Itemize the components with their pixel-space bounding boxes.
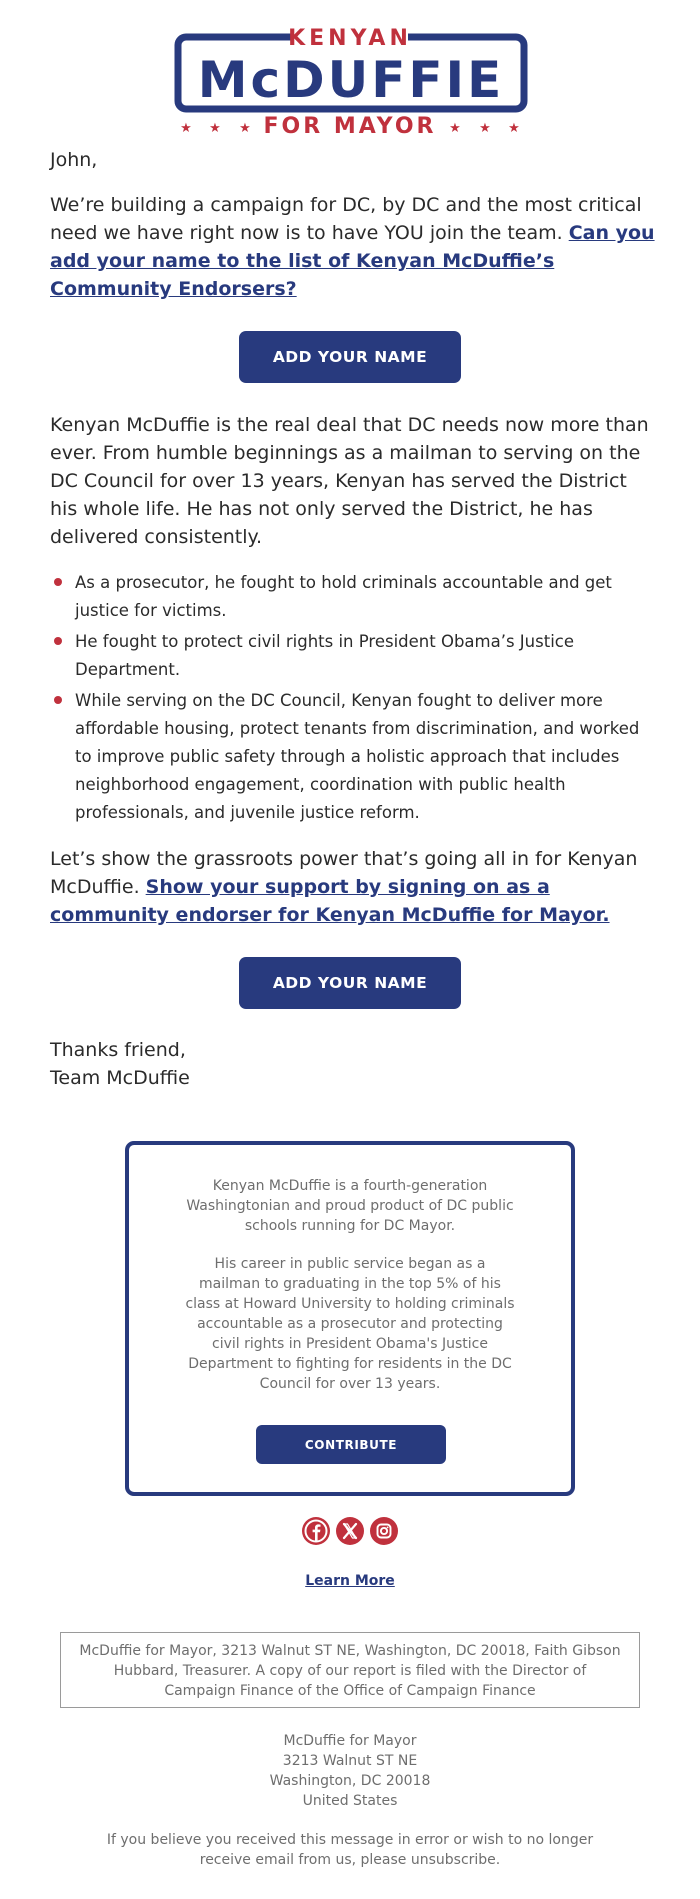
bullet-dot xyxy=(54,696,62,704)
logo-main-text: McDUFFIE xyxy=(197,51,505,109)
svg-text:★: ★ xyxy=(479,121,491,136)
facebook-glyph xyxy=(302,1517,330,1545)
bio-paragraph-2: His career in public service began as a mailman to graduating in the top 5% of his class at Howard University to holding criminals accountable as a prosecutor and protecting civil rights in President Obama's Justice Department to fighting for residents in the DC Council for over 13 years. xyxy=(185,1256,515,1392)
x-icon[interactable] xyxy=(336,1517,364,1545)
signoff-line-1: Thanks friend, xyxy=(50,1039,186,1061)
address-line-3: Washington, DC 20018 xyxy=(269,1773,431,1789)
bullet-dot xyxy=(54,578,62,586)
svg-text:★: ★ xyxy=(508,121,520,136)
instagram-icon[interactable] xyxy=(370,1517,398,1545)
legal-disclaimer: McDuffie for Mayor, 3213 Walnut ST NE, Washington, DC 20018, Faith Gibson Hubbard, Treasurer. A copy of our report is filed with the Director of Campaign Finance of the Office of Campaign Finance xyxy=(60,1632,640,1708)
bullet-dot xyxy=(54,637,62,645)
learn-more-link[interactable]: Learn More xyxy=(305,1573,395,1589)
bio-box xyxy=(125,1141,575,1496)
grassroots-paragraph xyxy=(50,845,660,929)
svg-text:★: ★ xyxy=(209,121,221,136)
svg-text:★: ★ xyxy=(239,121,251,136)
address-line-4: United States xyxy=(302,1793,398,1809)
campaign-logo xyxy=(0,26,700,138)
svg-text:★: ★ xyxy=(180,121,192,136)
support-link[interactable]: Show your support by signing on as a community endorser for Kenyan McDuffie for Mayor. xyxy=(50,876,610,926)
contribute-button[interactable]: CONTRIBUTE xyxy=(256,1425,446,1464)
greeting: John, xyxy=(50,149,98,171)
signoff-line-2: Team McDuffie xyxy=(50,1067,190,1089)
list-item: As a prosecutor, he fought to hold criminals accountable and get justice for victims. xyxy=(50,569,660,625)
address-line-1: McDuffie for Mayor xyxy=(283,1733,417,1749)
list-item: He fought to protect civil rights in President Obama’s Justice Department. xyxy=(50,628,660,684)
instagram-glyph xyxy=(370,1517,398,1545)
x-glyph xyxy=(336,1517,364,1545)
logo-top-text: KENYAN xyxy=(288,26,412,51)
unsubscribe-notice[interactable]: If you believe you received this message in error or wish to no longer receive email from us, please unsubscribe. xyxy=(106,1832,594,1868)
address-line-2: 3213 Walnut ST NE xyxy=(282,1753,418,1769)
signoff xyxy=(50,1036,660,1092)
endorser-link[interactable]: Can you add your name to the list of Kenyan McDuffie’s Community Endorsers? xyxy=(50,222,655,300)
body-paragraph: Kenyan McDuffie is the real deal that DC needs now more than ever. From humble beginnings as a mailman to serving on the DC Council for over 13 years, Kenyan has served the District his whole life. He has not only served the District, he has delivered consistently. xyxy=(50,414,649,548)
facebook-icon[interactable] xyxy=(302,1517,330,1545)
list-item: While serving on the DC Council, Kenyan fought to deliver more affordable housing, protect tenants from discrimination, and worked to improve public safety through a holistic approach that includes neighborhood engagement, coordination with public health professionals, and juvenile justice reform. xyxy=(50,687,660,827)
mailing-address xyxy=(0,1731,700,1811)
logo-bottom-text: FOR MAYOR xyxy=(263,114,437,138)
svg-text:★: ★ xyxy=(449,121,461,136)
accomplishments-list xyxy=(50,569,660,830)
intro-paragraph xyxy=(50,191,660,303)
intro-text: We’re building a campaign for DC, by DC and the most critical need we have right now is to have YOU join the team. xyxy=(50,194,642,244)
grassroots-text: Let’s show the grassroots power that’s going all in for Kenyan McDuffie. xyxy=(50,848,638,898)
add-your-name-button-2[interactable]: ADD YOUR NAME xyxy=(239,957,461,1009)
bio-paragraph-1: Kenyan McDuffie is a fourth-generation Washingtonian and proud product of DC public schools running for DC Mayor. xyxy=(186,1178,514,1234)
add-your-name-button[interactable]: ADD YOUR NAME xyxy=(239,331,461,383)
